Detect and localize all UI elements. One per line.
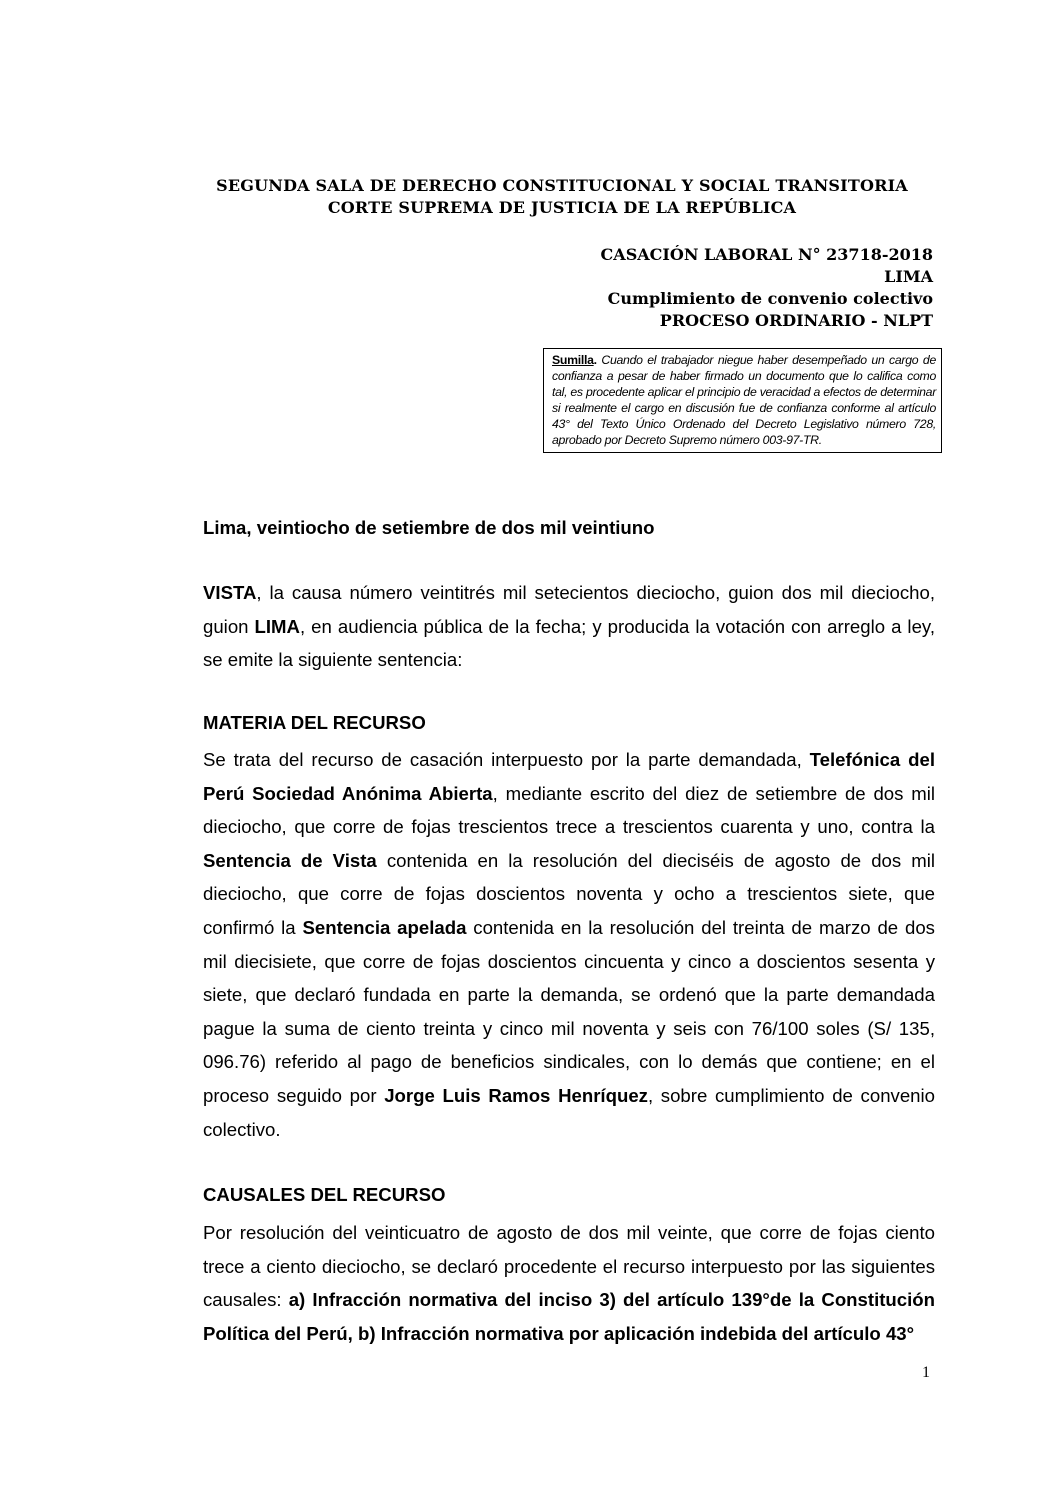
causales-section-title: CAUSALES DEL RECURSO xyxy=(203,1184,446,1205)
case-number: CASACIÓN LABORAL N° 23718-2018 xyxy=(600,245,933,264)
page-number: 1 xyxy=(922,1364,930,1381)
case-place: LIMA xyxy=(884,267,933,286)
vista-keyword: VISTA xyxy=(203,582,257,603)
case-subject: Cumplimiento de convenio colectivo xyxy=(607,289,933,308)
sentencia-apelada-term: Sentencia apelada xyxy=(302,916,467,938)
sumilla-box: Sumilla. Cuando el trabajador niegue haber desempeñado un cargo de confianza a pesar de haber firmado un documento que lo califica como tal, es procedente aplicar el principio de veracidad a efectos de determinar si realmente el cargo en discusión fue de confianza conforme al artículo 43° del Texto Único Ordenado del Decreto Legislativo número 728, aprobado por Decreto Supremo número 003-97-TR. xyxy=(543,348,942,453)
defendant-name: Telefónica del Perú Sociedad Anónima Abierta xyxy=(203,749,935,804)
date-line: Lima, veintiocho de setiembre de dos mil veintiuno xyxy=(203,517,655,538)
vista-place: LIMA xyxy=(254,615,300,637)
sumilla-text: Cuando el trabajador niegue haber desempeñado un cargo de confianza a pesar de haber firmado un documento que lo califica como tal, es procedente aplicar el principio de veracidad a efectos de determinar si realmente el cargo en discusión fue de confianza conforme al artículo 43° del Texto Único Ordenado del Decreto Legislativo número 728, aprobado por Decreto Supremo número 003-97-TR. xyxy=(552,353,936,447)
vista-paragraph: VISTA, la causa número veintitrés mil setecientos dieciocho, guion dos mil dieciocho, guion LIMA, en audiencia pública de la fecha; y producida la votación con arreglo a ley, se emite la siguiente sentencia: xyxy=(203,582,935,671)
case-info-block xyxy=(601,244,933,332)
causales-paragraph: Por resolución del veinticuatro de agosto de dos mil veinte, que corre de fojas ciento trece a ciento dieciocho, se declaró procedente el recurso interpuesto por las siguientes causales: a) Infracción normativa del inciso 3) del artículo 139°de la Constitución Política del Perú, b) Infracción normativa por aplicación indebida del artículo 43° xyxy=(203,1222,936,1344)
causales-list: a) Infracción normativa del inciso 3) del artículo 139°de la Constitución Política del Perú, b) Infracción normativa por aplicación indebida del artículo 43° xyxy=(203,1289,936,1344)
case-process: PROCESO ORDINARIO - NLPT xyxy=(659,311,933,330)
sumilla-label: Sumilla xyxy=(552,353,594,367)
plaintiff-name: Jorge Luis Ramos Henríquez xyxy=(384,1084,648,1106)
materia-section-title: MATERIA DEL RECURSO xyxy=(203,712,426,733)
court-name-heading: CORTE SUPREMA DE JUSTICIA DE LA REPÚBLICA xyxy=(327,198,797,217)
materia-paragraph: Se trata del recurso de casación interpuesto por la parte demandada, Telefónica del Perú Sociedad Anónima Abierta, mediante escrito del diez de setiembre de dos mil dieciocho, que corre de fojas trescientos trece a trescientos cuarenta y uno, contra la Sentencia de Vista contenida en la resolución del dieciséis de agosto de dos mil dieciocho, que corre de fojas doscientos noventa y ocho a trescientos siete, que confirmó la Sentencia apelada contenida en la resolución del treinta de marzo de dos mil diecisiete, que corre de fojas doscientos cincuenta y cinco a doscientos sesenta y siete, que declaró fundada en parte la demanda, se ordenó que la parte demandada pague la suma de ciento treinta y cinco mil noventa y seis con 76/100 soles (S/ 135, 096.76) referido al pago de beneficios sindicales, con lo demás que contiene; en el proceso seguido por Jorge Luis Ramos Henríquez, sobre cumplimiento de convenio colectivo. xyxy=(203,749,935,1140)
sentencia-vista-term: Sentencia de Vista xyxy=(203,849,377,871)
court-chamber-heading: SEGUNDA SALA DE DERECHO CONSTITUCIONAL Y SOCIAL TRANSITORIA xyxy=(216,176,908,195)
